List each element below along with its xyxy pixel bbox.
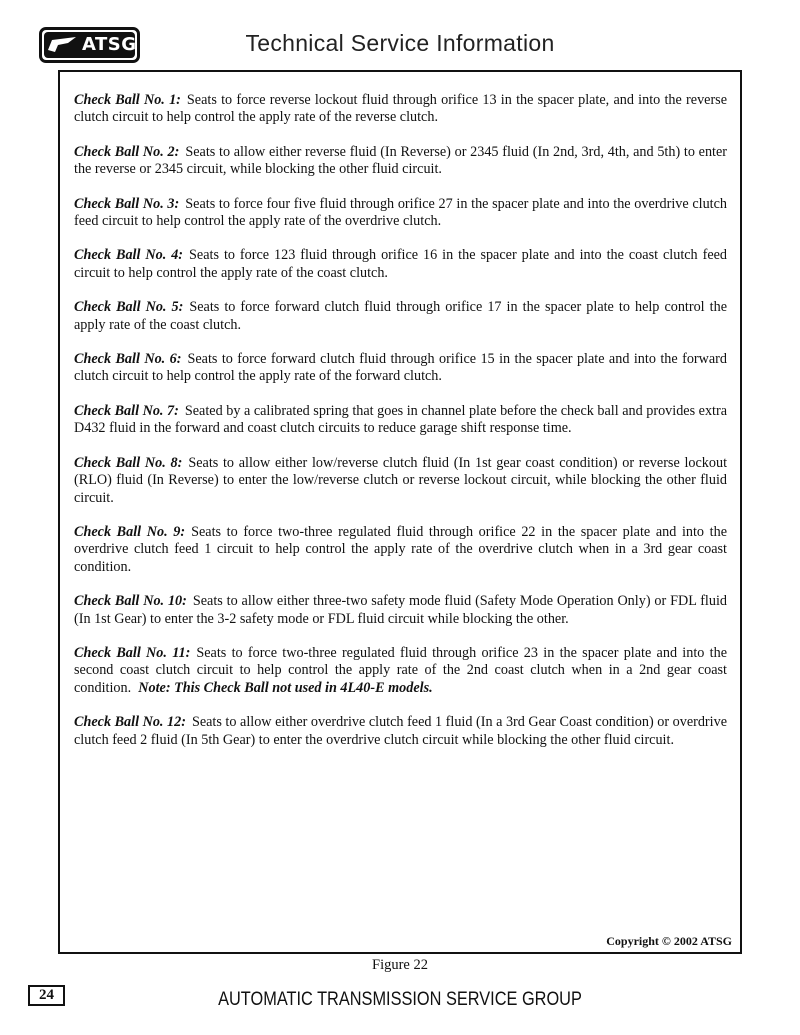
check-ball-description: Seats to force reverse lockout fluid through orifice 13 in the spacer plate, and into the reverse clutch circuit to help control the apply rate of the reverse clutch. [74,92,727,126]
check-ball-description: Seats to allow either overdrive clutch feed 1 fluid (In a 3rd Gear Coast condition) or overdrive clutch feed 2 fluid (In 5th Gear) to enter the overdrive clutch circuit while blocking the other fluid circuit. [74,714,727,748]
check-ball-entry [74,645,727,697]
check-ball-entry [74,92,727,127]
check-ball-entry [74,247,727,282]
check-ball-label: Check Ball No. 10: [74,593,187,610]
footer-title: AUTOMATIC TRANSMISSION SERVICE GROUP [218,989,582,1010]
check-ball-entry [74,593,727,628]
page-number: 24 [28,985,65,1006]
check-ball-description: Seats to allow either reverse fluid (In Reverse) or 2345 fluid (In 2nd, 3rd, 4th, and 5th) to enter the reverse or 2345 circuit, while blocking the other fluid circuit. [74,143,728,178]
check-ball-entry [74,351,727,386]
check-ball-label: Check Ball No. 6: [74,351,182,368]
check-ball-description: Seats to allow either low/reverse clutch fluid (In 1st gear coast condition) or reverse lockout (RLO) fluid (In Reverse) to enter the low/reverse clutch or reverse lockout circuit, while blocking the other fluid circuit. [74,454,728,506]
check-ball-label: Check Ball No. 7: [74,402,179,419]
check-ball-entry [74,144,727,179]
check-ball-entry [74,714,727,749]
check-ball-entry [74,299,727,334]
page-title: Technical Service Information [245,30,555,56]
check-ball-description: Seats to force forward clutch fluid through orifice 15 in the spacer plate and into the forward clutch circuit to help control the apply rate of the forward clutch. [74,351,727,385]
check-ball-label: Check Ball No. 5: [74,299,184,316]
check-ball-description: Seats to force 123 fluid through orifice 16 in the spacer plate and into the coast clutch feed circuit to help control the apply rate of the coast clutch. [74,247,728,281]
check-ball-label: Check Ball No. 4: [74,247,184,264]
check-ball-description: Seats to force two-three regulated fluid through orifice 22 in the spacer plate and into the overdrive clutch feed 1 circuit to help control the apply rate of the overdrive clutch when in a 3rd gear coast condition. [74,523,727,575]
check-ball-label: Check Ball No. 1: [74,92,181,108]
check-ball-note: Note: This Check Ball not used in 4L40-E models. [138,679,433,696]
check-ball-description: Seated by a calibrated spring that goes in channel plate before the check ball and provides extra D432 fluid in the forward and coast clutch circuits to reduce garage shift response time. [74,402,728,437]
check-ball-description: Seats to force forward clutch fluid through orifice 17 in the spacer plate to help control the apply rate of the coast clutch. [74,299,728,333]
check-ball-entry [74,524,727,576]
figure-caption: Figure 22 [372,957,428,973]
check-ball-entry [74,403,727,438]
check-ball-entry [74,196,727,231]
check-ball-label: Check Ball No. 2: [74,143,180,160]
check-ball-list [74,92,727,766]
check-ball-label: Check Ball No. 8: [74,454,183,471]
check-ball-description: Seats to force four five fluid through orifice 27 in the spacer plate and into the overdrive clutch feed circuit to help control the apply rate of the overdrive clutch. [74,195,728,230]
logo-text: ATSG [82,34,137,55]
check-ball-label: Check Ball No. 9: [74,523,186,540]
check-ball-label: Check Ball No. 3: [74,195,180,212]
check-ball-label: Check Ball No. 12: [74,714,186,731]
check-ball-description: Seats to force two-three regulated fluid through orifice 23 in the spacer plate and into the second coast clutch circuit to help control the apply rate of the 2nd coast clutch when in a 2nd gear coast condition. [74,644,727,696]
copyright-notice: Copyright © 2002 ATSG [606,934,732,948]
check-ball-entry [74,455,727,507]
check-ball-description: Seats to allow either three-two safety mode fluid (Safety Mode Operation Only) or FDL fluid (In 1st Gear) to enter the 3-2 safety mode or FDL fluid circuit while blocking the other. [74,593,728,627]
check-ball-label: Check Ball No. 11: [74,644,191,661]
